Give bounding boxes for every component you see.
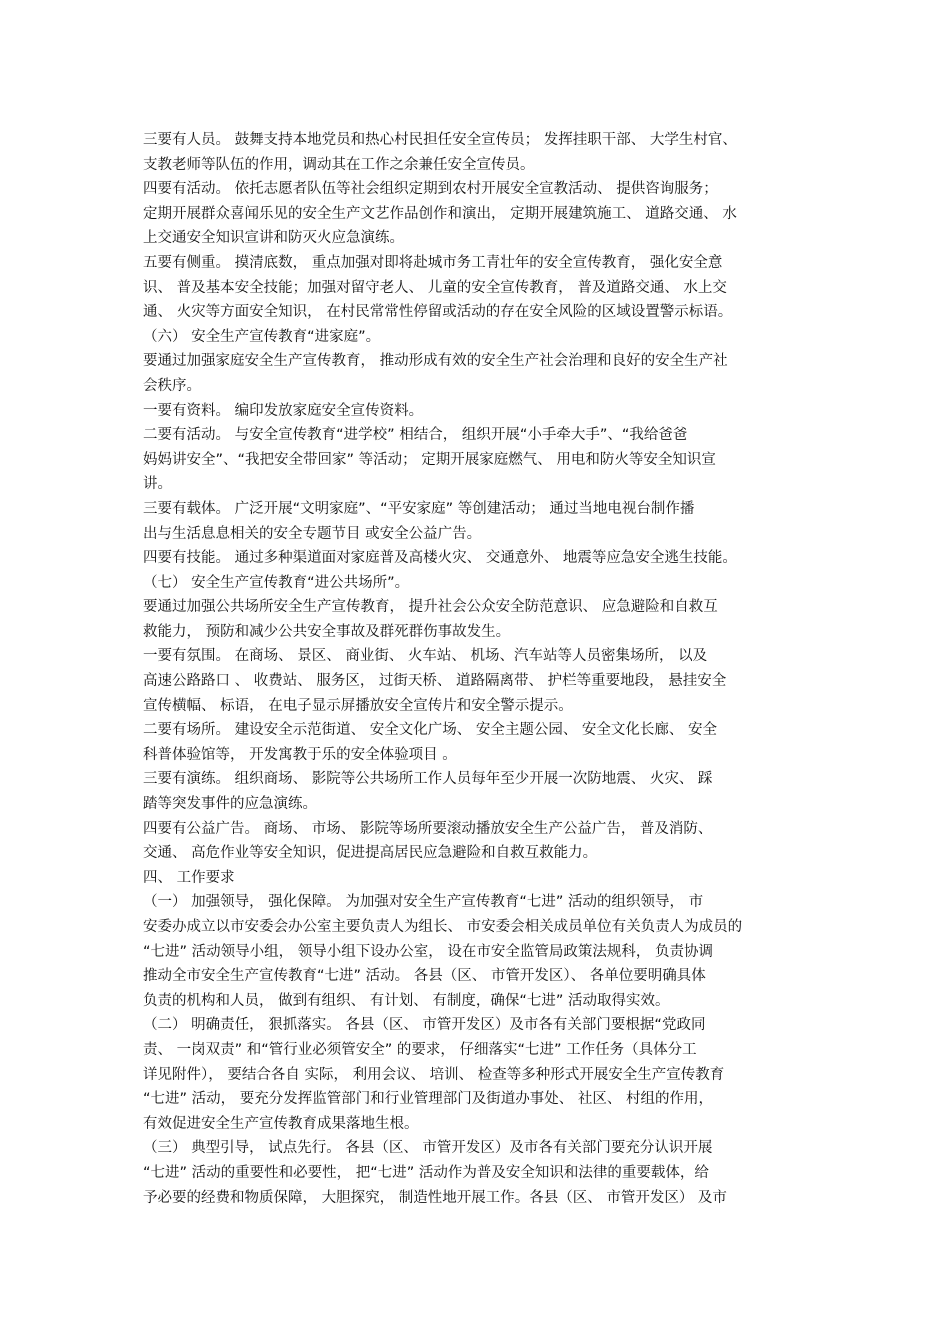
text-line: 二要有场所。 建设安全示范街道、 安全文化广场、 安全主题公园、 安全文化长廊、 安全 [143,722,718,739]
text-line: 交通、 高危作业等安全知识，促进提高居民应急避险和自救互救能力。 [143,845,598,862]
text-line: 四要有技能。 通过多种渠道面对家庭普及高楼火灾、 交通意外、 地震等应急安全逃生技能。 [143,550,737,567]
text-line: “七进” 活动的重要性和必要性， 把“七进” 活动作为普及安全知识和法律的重要载体，给 [143,1164,709,1181]
text-line: 一要有资料。 编印发放家庭安全宣传资料。 [143,402,424,419]
text-line: （七） 安全生产宣传教育“进公共场所”。 [143,574,410,591]
text-line: 踏等突发事件的应急演练。 [143,796,317,813]
text-line: 安委办成立以市安委会办公室主要负责人为组长、 市安委会相关成员单位有关负责人为成员的 [143,919,743,935]
text-line: 通、 火灾等方面安全知识， 在村民常常性停留或活动的存在安全风险的区域设置警示标语。 [143,304,733,321]
text-line: 要通过加强公共场所安全生产宣传教育， 提升社会公众安全防范意识、 应急避险和自救互 [143,599,718,616]
text-line: 妈妈讲安全”、“我把安全带回家” 等活动； 定期开展家庭燃气、 用电和防火等安全知识宣 [143,451,716,468]
text-line: 三要有载体。 广泛开展“文明家庭”、“平安家庭” 等创建活动； 通过当地电视台制作播 [143,500,695,517]
text-line: 上交通安全知识宣讲和防灭火应急演练。 [143,230,404,247]
text-line: 三要有人员。 鼓舞支持本地党员和热心村民担任安全宣传员； 发挥挂职干部、 大学生村官、 [143,132,737,148]
text-line: 高速公路路口 、 收费站、 服务区， 过街天桥、 道路隔离带、 护栏等重要地段， 悬挂安全 [143,673,727,690]
text-line: 推动全市安全生产宣传教育“七进” 活动。 各县（区、 市管开发区）、 各单位要明确具体 [143,968,706,985]
text-line: （一） 加强领导， 强化保障。 为加强对安全生产宣传教育“七进” 活动的组织领导， 市 [143,894,704,911]
document-page [143,128,813,1210]
text-line: 识、 普及基本安全技能；加强对留守老人、 儿童的安全宣传教育， 普及道路交通、 水上交 [143,279,727,296]
text-line: 有效促进安全生产宣传教育成果落地生根。 [143,1115,419,1132]
text-line: 救能力， 预防和减少公共安全事故及群死群伤事故发生。 [143,623,511,640]
text-line: 四要有活动。 依托志愿者队伍等社会组织定期到农村开展安全宣教活动、 提供咨询服务； [143,181,718,198]
text-line: 五要有侧重。 摸清底数， 重点加强对即将赴城市务工青壮年的安全宣传教育， 强化安全意 [143,254,723,271]
text-line: 一要有氛围。 在商场、 景区、 商业街、 火车站、 机场、汽车站等人员密集场所， 以及 [143,648,708,665]
text-line: （三） 典型引导， 试点先行。 各县（区、 市管开发区）及市各有关部门要充分认识开展 [143,1140,713,1157]
text-line: 二要有活动。 与安全宣传教育“进学校” 相结合， 组织开展“小手牵大手”、“我给爸爸 [143,427,688,444]
text-line: 定期开展群众喜闻乐见的安全生产文艺作品创作和演出， 定期开展建筑施工、 道路交通、 水 [143,205,737,222]
text-line: 要通过加强家庭安全生产宣传教育， 推动形成有效的安全生产社会治理和良好的安全生产社 [143,353,728,370]
text-line: 三要有演练。 组织商场、 影院等公共场所工作人员每年至少开展一次防地震、 火灾、 踩 [143,771,713,788]
text-line: 讲。 [143,476,172,493]
text-line: 责、 一岗双责” 和“管行业必须管安全” 的要求， 仔细落实“七进” 工作任务（具体分工 [143,1041,697,1058]
text-line: “七进” 活动领导小组， 领导小组下设办公室， 设在市安全监管局政策法规科， 负责协调 [143,943,713,960]
text-line: 四、 工作要求 [143,869,235,886]
text-line: 予必要的经费和物质保障， 大胆探究， 制造性地开展工作。各县（区、 市管开发区） 及市 [143,1189,727,1206]
text-line: （六） 安全生产宣传教育“进家庭”。 [143,328,381,345]
text-line: 负责的机构和人员， 做到有组织、 有计划、 有制度，确保“七进” 活动取得实效。 [143,992,670,1009]
text-line: （二） 明确责任， 狠抓落实。 各县（区、 市管开发区）及市各有关部门要根据“党政同 [143,1017,706,1034]
text-line: 会秩序。 [143,377,201,394]
text-line: 出与生活息息相关的安全专题节目 或安全公益广告。 [143,525,482,542]
text-line: “七进” 活动， 要充分发挥监管部门和行业管理部门及街道办事处、 社区、 村组的作用， [143,1091,713,1108]
text-line: 科普体验馆等， 开发寓教于乐的安全体验项目 。 [143,746,457,763]
text-line: 支教老师等队伍的作用，调动其在工作之余兼任安全宣传员。 [143,156,535,173]
text-line: 四要有公益广告。 商场、 市场、 影院等场所要滚动播放安全生产公益广告， 普及消防、 [143,820,713,837]
text-line: 详见附件）， 要结合各自 实际， 利用会议、 培训、 检查等多种形式开展安全生产宣传教育 [143,1066,725,1083]
text-line: 宣传横幅、 标语， 在电子显示屏播放安全宣传片和安全警示提示。 [143,697,573,714]
